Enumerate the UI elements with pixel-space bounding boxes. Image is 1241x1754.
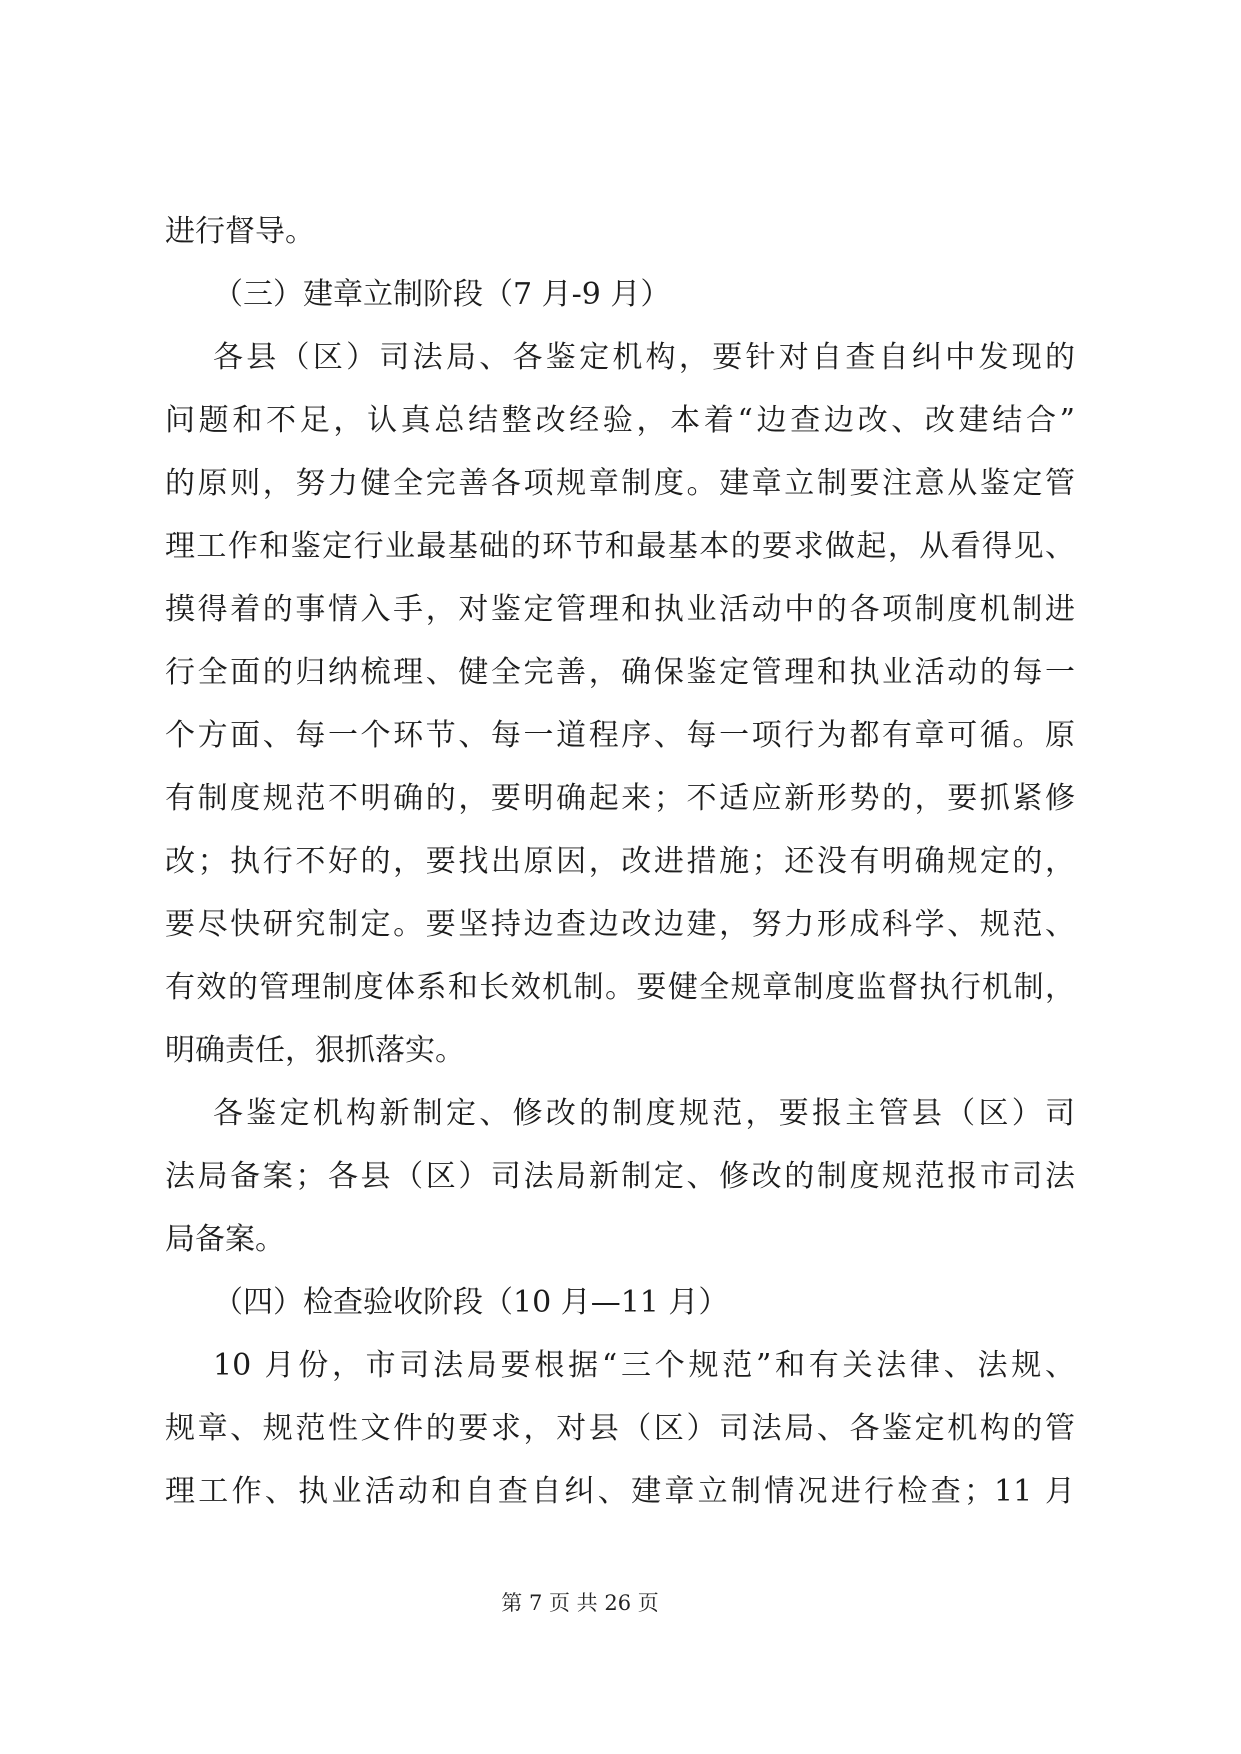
text-line: 规章、规范性文件的要求，对县（区）司法局、各鉴定机构的管 bbox=[165, 1411, 1075, 1446]
text-line: 法局备案；各县（区）司法局新制定、修改的制度规范报市司法 bbox=[165, 1159, 1075, 1194]
page-number-footer: 第 7 页 共 26 页 bbox=[501, 1591, 659, 1615]
document-body bbox=[165, 200, 1075, 1523]
section-heading-4: （四）检查验收阶段（10 月—11 月） bbox=[213, 1285, 729, 1320]
text-line: 有效的管理制度体系和长效机制。要健全规章制度监督执行机制， bbox=[165, 970, 1075, 1005]
text-line: 各县（区）司法局、各鉴定机构，要针对自查自纠中发现的 bbox=[213, 340, 1075, 375]
text-line: 个方面、每一个环节、每一道程序、每一项行为都有章可循。原 bbox=[165, 718, 1075, 753]
paragraph-inspection bbox=[165, 1334, 1075, 1523]
paragraph-filing bbox=[165, 1082, 1075, 1271]
text-line: 进行督导。 bbox=[165, 214, 315, 249]
text-line: 问题和不足，认真总结整改经验，本着“边查边改、改建结合” bbox=[165, 403, 1075, 438]
text-line: 理工作、执业活动和自查自纠、建章立制情况进行检查；11 月 bbox=[165, 1474, 1075, 1509]
text-line: 明确责任，狠抓落实。 bbox=[165, 1033, 465, 1068]
text-line: 行全面的归纳梳理、健全完善，确保鉴定管理和执业活动的每一 bbox=[165, 655, 1075, 690]
paragraph-rule-making bbox=[165, 326, 1075, 1082]
text-line: 要尽快研究制定。要坚持边查边改边建，努力形成科学、规范、 bbox=[165, 907, 1075, 942]
text-line: 的原则，努力健全完善各项规章制度。建章立制要注意从鉴定管 bbox=[165, 466, 1075, 501]
text-line: 各鉴定机构新制定、修改的制度规范，要报主管县（区）司 bbox=[213, 1096, 1075, 1131]
text-line: 有制度规范不明确的，要明确起来；不适应新形势的，要抓紧修 bbox=[165, 781, 1075, 816]
text-line: 局备案。 bbox=[165, 1222, 285, 1257]
text-line: 10 月份，市司法局要根据“三个规范”和有关法律、法规、 bbox=[213, 1348, 1075, 1383]
paragraph-continued bbox=[165, 200, 1075, 263]
text-line: 理工作和鉴定行业最基础的环节和最基本的要求做起，从看得见、 bbox=[165, 529, 1075, 564]
text-line: 改；执行不好的，要找出原因，改进措施；还没有明确规定的， bbox=[165, 844, 1075, 879]
text-line: 摸得着的事情入手，对鉴定管理和执业活动中的各项制度机制进 bbox=[165, 592, 1075, 627]
section-heading-3: （三）建章立制阶段（7 月-9 月） bbox=[213, 277, 671, 312]
